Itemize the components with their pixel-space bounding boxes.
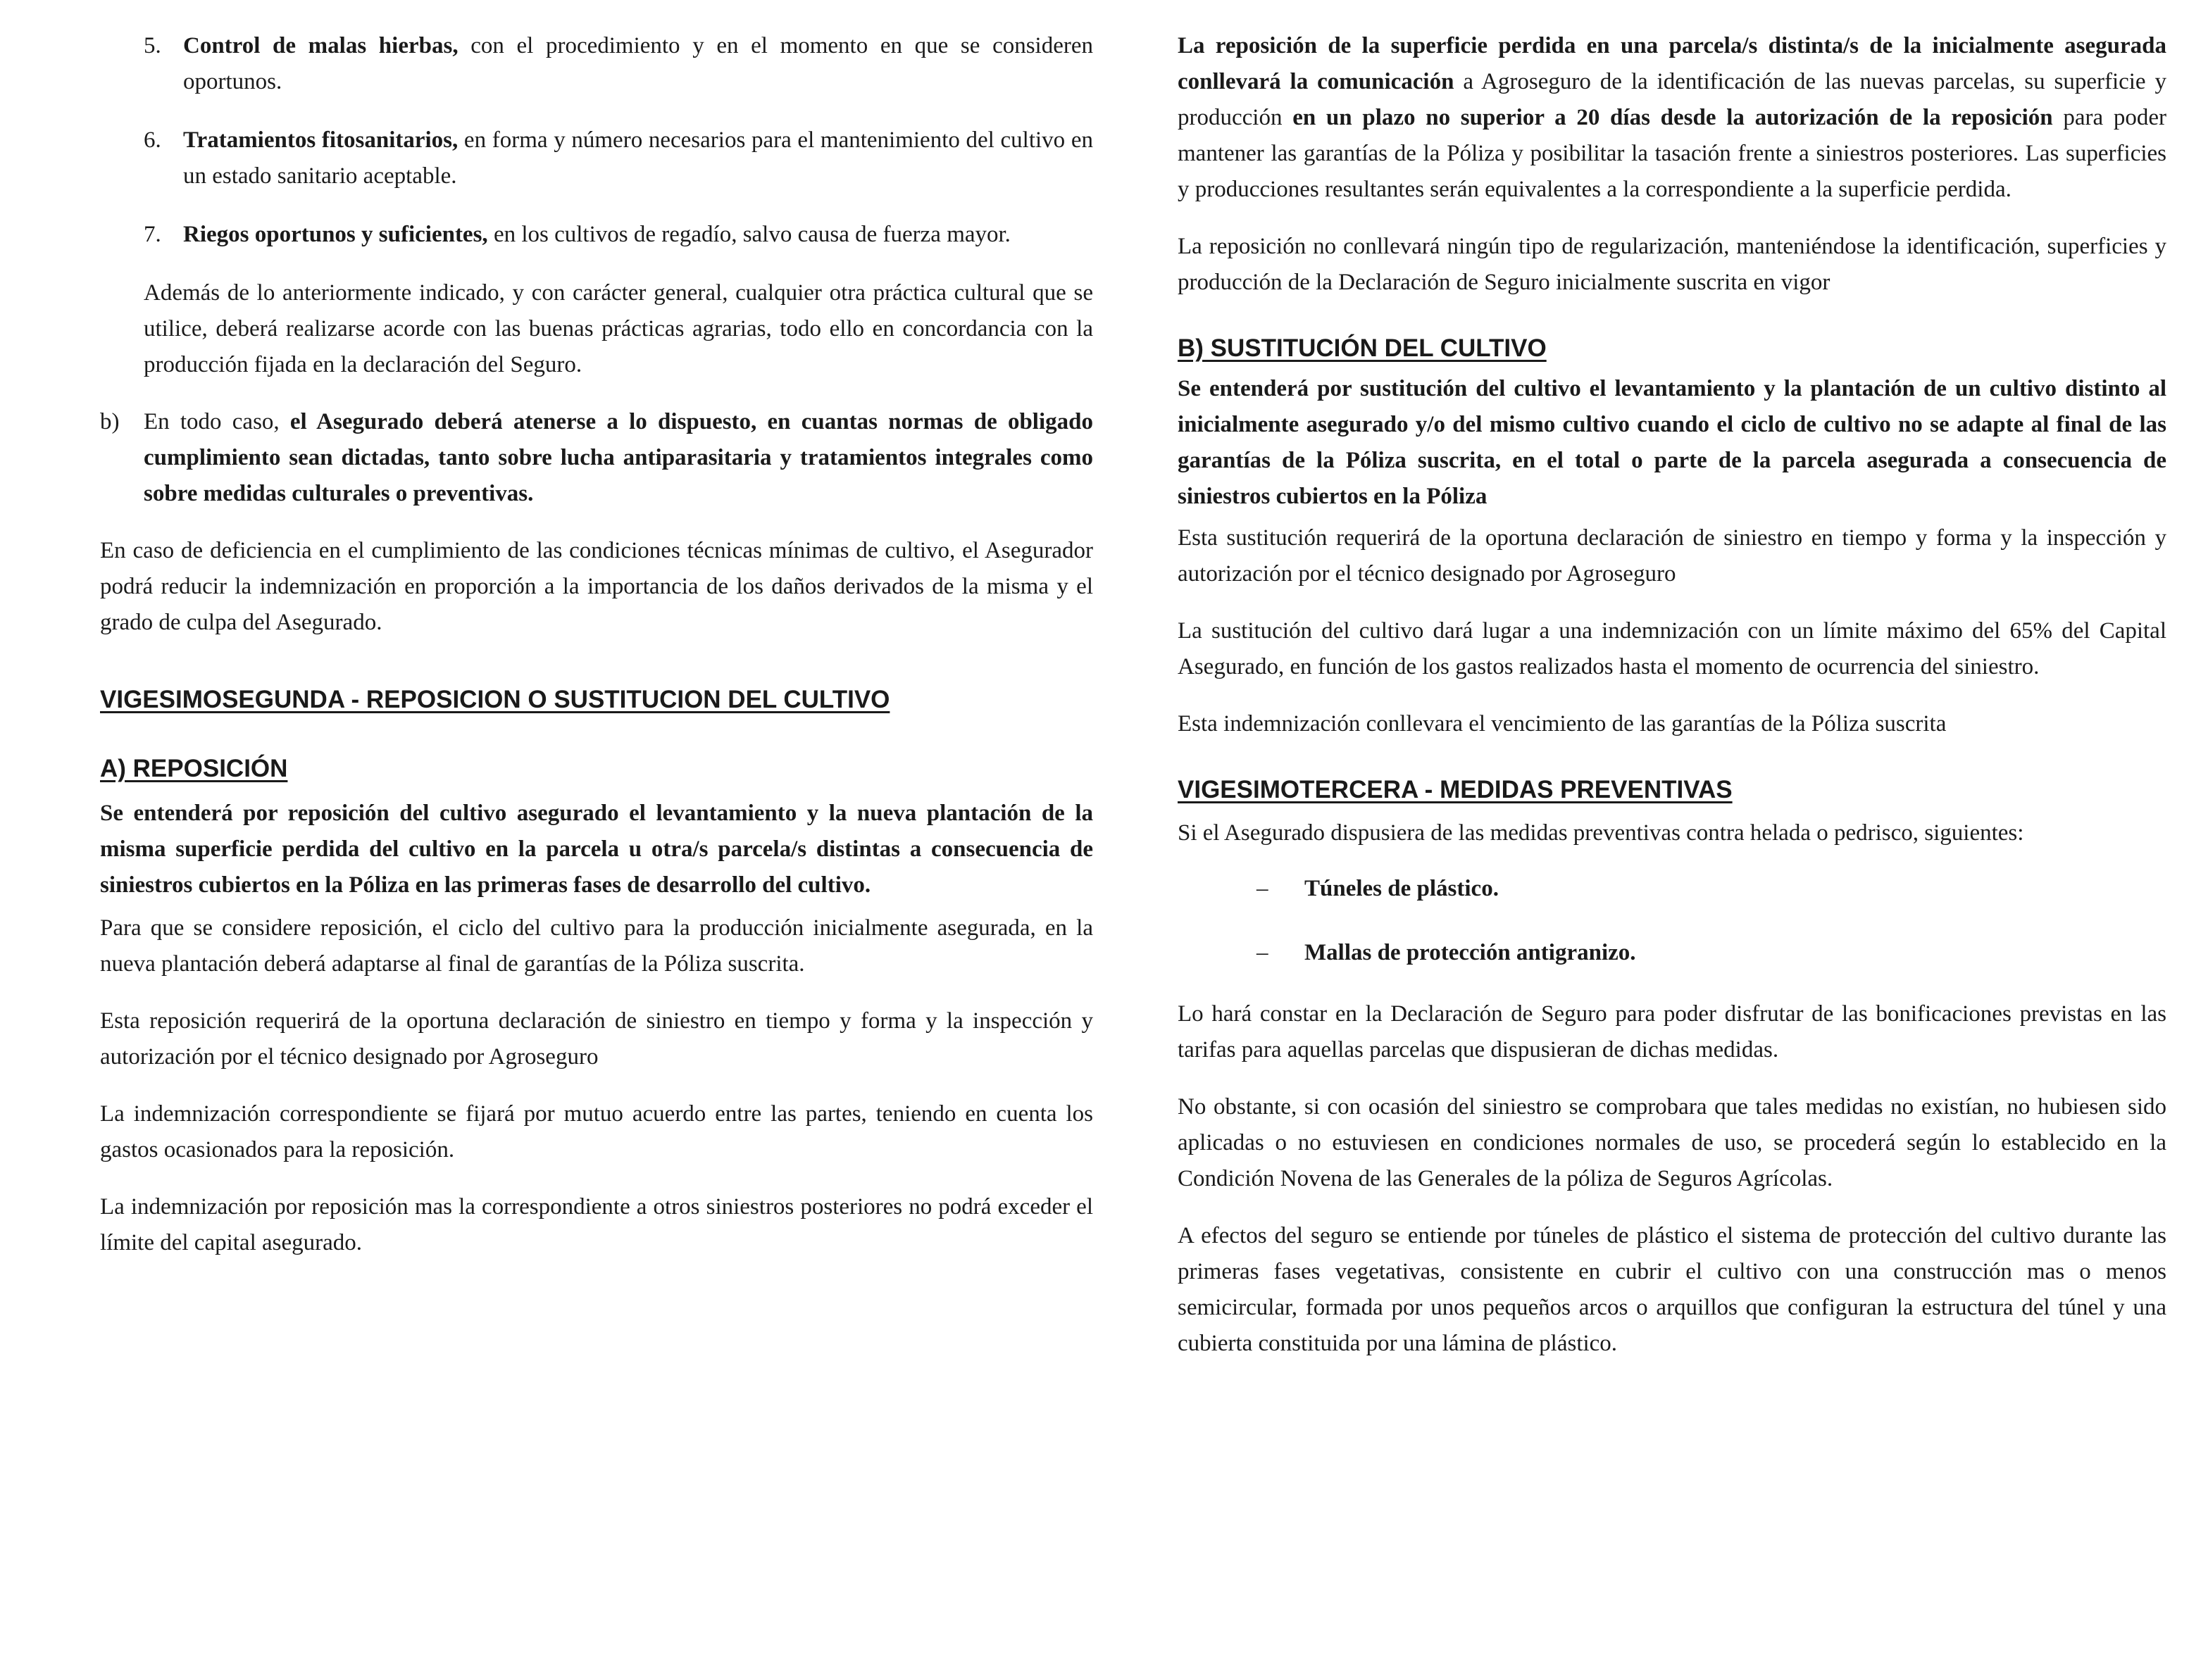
item-text: en forma y número necesarios para el mantenimiento del cultivo en un estado sanitario aceptable.	[183, 127, 1093, 189]
dash-marker: –	[1256, 940, 1268, 965]
paragraph-ademas: Además de lo anteriormente indicado, y con carácter general, cualquier otra práctica cultural que se utilice, deberá realizarse acorde con las buenas prácticas agrarias, todo ello en concordancia con la producción fijada en la declaración del Seguro.	[144, 280, 1093, 377]
paragraph-reposicion-definition: Se entenderá por reposición del cultivo asegurado el levantamiento y la nueva plantación de la misma superficie perdida del cultivo en la parcela u otra/s parcela/s distintas a consecuencia de siniestros cubiertos en la Póliza en las primeras fases de desarrollo del cultivo.	[100, 801, 1093, 898]
paragraph-limite: La sustitución del cultivo dará lugar a una indemnización con un límite máximo del 65% del Capital Asegurado, en función de los gastos realizados hasta el momento de ocurrencia del siniestro.	[1178, 618, 2166, 679]
paragraph-para-que: Para que se considere reposición, el ciclo del cultivo para la producción inicialmente asegurada, en la nueva plantación deberá adaptarse al final de garantías de la Póliza suscrita.	[100, 915, 1093, 977]
paragraph-sustitucion-definition: Se entenderá por sustitución del cultivo el levantamiento y la plantación de un cultivo distinto al inicialmente asegurado y/o del mismo cultivo cuando el ciclo de cultivo no se adapte al final de las garantías de la Póliza suscrita, en el total o parte de la parcela asegurada a consecuencia de siniestros cubiertos en la Póliza	[1178, 376, 2166, 509]
paragraph-esta-reposicion: Esta reposición requerirá de la oportuna declaración de siniestro en tiempo y forma y la inspección y autorización por el técnico designado por Agroseguro	[100, 1008, 1093, 1070]
item-bold-text: el Asegurado deberá atenerse a lo dispuesto, en cuantas normas de obligado cumplimiento sean dictadas, tanto sobre lucha antiparasitaria y tratamientos integrales como sobre medidas culturales o preventivas.	[144, 409, 1093, 506]
item-number: 7.	[144, 222, 161, 247]
heading-vigesimosegunda: VIGESIMOSEGUNDA - REPOSICION O SUSTITUCION DEL CULTIVO	[100, 686, 890, 713]
item-title: Tratamientos fitosanitarios,	[183, 127, 459, 153]
bold-text: La reposición de la superficie perdida en una parcela/s distinta/s de la inicialmente asegurada conllevará la comunicación	[1178, 33, 2166, 94]
paragraph-no-regularizacion: La reposición no conllevará ningún tipo de regularización, manteniéndose la identificación, superficies y producción de la Declaración de Seguro inicialmente suscrita en vigor	[1178, 234, 2166, 295]
item-title: Riegos oportunos y suficientes,	[183, 222, 488, 247]
paragraph-si-asegurado: Si el Asegurado dispusiera de las medidas preventivas contra helada o pedrisco, siguientes:	[1178, 820, 2024, 846]
list-item-b	[100, 404, 1093, 512]
paragraph-vencimiento: Esta indemnización conllevara el vencimiento de las garantías de la Póliza suscrita	[1178, 711, 1947, 736]
paragraph-deficiencia: En caso de deficiencia en el cumplimiento de las condiciones técnicas mínimas de cultivo, el Asegurador podrá reducir la indemnización en proporción a la importancia de los daños derivados de la misma y el grado de culpa del Asegurado.	[100, 538, 1093, 635]
dash-marker: –	[1256, 876, 1268, 901]
paragraph-tuneles-definition: A efectos del seguro se entiende por túneles de plástico el sistema de protección del cultivo durante las primeras fases vegetativas, consistente en cubrir el cultivo con una construcción mas o menos semicircular, formada por unos pequeños arcos o arquillos que configuran la estructura del túnel y una cubierta constituida por una lámina de plástico.	[1178, 1223, 2166, 1356]
item-label: Túneles de plástico.	[1304, 876, 1499, 901]
heading-vigesimotercera: VIGESIMOTERCERA - MEDIDAS PREVENTIVAS	[1178, 776, 1733, 803]
right-page	[1178, 28, 2166, 1362]
paragraph-indemnizacion-reposicion: La indemnización por reposición mas la correspondiente a otros siniestros posteriores no podrá exceder el límite del capital asegurado.	[100, 1194, 1093, 1255]
plain-text: a Agroseguro de la identificación de las nuevas parcelas, su superficie y producción	[1178, 69, 2166, 130]
item-text: En todo caso,	[144, 409, 290, 434]
item-text: con el procedimiento y en el momento en que se consideren oportunos.	[183, 33, 1094, 94]
item-text: en los cultivos de regadío, salvo causa de fuerza mayor.	[487, 222, 1011, 247]
plain-text: para poder mantener las garantías de la Póliza y posibilitar la tasación frente a siniestros posteriores. Las superficies y producciones resultantes serán equivalentes a la correspondiente a la superficie perdida.	[1178, 105, 2167, 202]
heading-sustitucion: B) SUSTITUCIÓN DEL CULTIVO	[1178, 334, 1547, 362]
heading-reposicion: A) REPOSICIÓN	[100, 755, 288, 782]
paragraph-hara-constar: Lo hará constar en la Declaración de Seguro para poder disfrutar de las bonificaciones previstas en las tarifas para aquellas parcelas que dispusieran de dichas medidas.	[1178, 1001, 2166, 1062]
left-page	[100, 28, 1093, 1261]
paragraph-no-obstante: No obstante, si con ocasión del siniestro se comprobara que tales medidas no existían, no hubiesen sido aplicadas o no estuviesen en condiciones normales de uso, se procederá según lo establecido en la Condición Novena de las Generales de la póliza de Seguros Agrícolas.	[1178, 1094, 2166, 1191]
item-number: 6.	[144, 127, 161, 153]
list-item-5	[100, 28, 1093, 100]
list-item-mallas	[1178, 935, 2166, 971]
bold-text: en un plazo no superior a 20 días desde la autorización de la reposición	[1292, 105, 2053, 130]
list-item-6	[100, 123, 1093, 194]
list-item-7	[100, 217, 1093, 253]
item-title: Control de malas hierbas,	[183, 33, 459, 58]
list-item-tuneles	[1178, 871, 2166, 907]
paragraph-esta-sustitucion: Esta sustitución requerirá de la oportuna declaración de siniestro en tiempo y forma y la inspección y autorización por el técnico designado por Agroseguro	[1178, 525, 2166, 587]
paragraph-indemnizacion-correspondiente: La indemnización correspondiente se fijará por mutuo acuerdo entre las partes, teniendo en cuenta los gastos ocasionados para la reposición.	[100, 1101, 1093, 1162]
item-number: 5.	[144, 33, 161, 58]
item-label: Mallas de protección antigranizo.	[1304, 940, 1636, 965]
paragraph-reposicion-superficie	[1178, 28, 2166, 208]
item-number: b)	[100, 409, 120, 434]
